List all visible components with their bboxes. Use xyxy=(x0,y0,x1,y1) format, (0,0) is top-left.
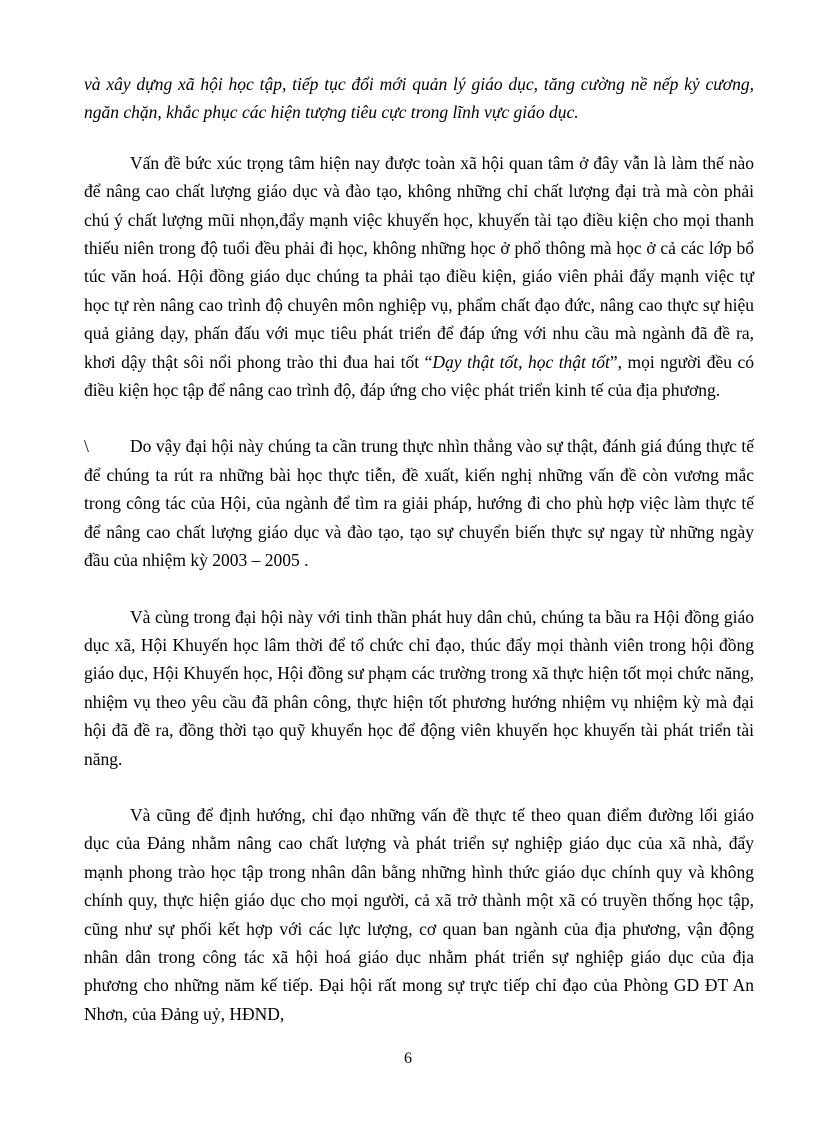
paragraph-2-mark: \ xyxy=(84,436,89,457)
paragraph-2 xyxy=(84,432,754,574)
page-number: 6 xyxy=(404,1050,412,1067)
paragraph-1 xyxy=(84,149,754,405)
slogan-quote: Dạy thật tốt, học thật tốt xyxy=(432,351,610,372)
paragraph-1-text: Vấn đề bức xúc trọng tâm hiện nay được toàn xã hội quan tâm ở đây vẫn là làm thế nào để nâng cao chất lượng giáo dục và đào tạo, không những chỉ chất lượng đại trà mà còn phải chú ý chất lượng mũi nhọn,đẩy mạnh việc khuyến học, khuyến tài tạo điều kiện cho mọi thanh thiếu niên trong độ tuổi đều phải đi học, không những học ở phổ thông mà học ở cả các lớp bổ túc văn hoá. Hội đồng giáo dục chúng ta phải tạo điều kiện, giáo viên phải đẩy mạnh việc tự học tự rèn nâng cao trình độ chuyên môn nghiệp vụ, phẩm chất đạo đức, nâng cao thực sự hiệu quả giảng dạy, phấn đấu với mục tiêu phát triển để đáp ứng với nhu cầu mà ngành đã đề ra, khơi dậy thật sôi nổi phong trào thi đua hai tốt “ xyxy=(84,152,754,372)
paragraph-1-text-end: ”, mọi người đều có điều kiện học tập để nâng cao trình độ, đáp ứng cho việc phát triển kinh tế của địa phương. xyxy=(84,351,754,401)
intro-paragraph: và xây dựng xã hội học tập, tiếp tục đổi mới quản lý giáo dục, tăng cường nề nếp kỷ cương, ngăn chặn, khắc phục các hiện tượng tiêu cực trong lĩnh vực giáo dục. xyxy=(84,74,754,123)
paragraph-4: Và cũng để định hướng, chỉ đạo những vấn đề thực tế theo quan điểm đường lối giáo dục của Đảng nhằm nâng cao chất lượng và phát triển sự nghiệp giáo dục của xã nhà, đẩy mạnh phong trào học tập trong nhân dân bằng những hình thức giáo dục chính quy và không chính quy, thực hiện giáo dục cho mọi người, cả xã trở thành một xã có truyền thống học tập, cũng như sự phối kết hợp với các lực lượng, cơ quan ban ngành của địa phương, vận động nhân dân trong công tác xã hội hoá giáo dục nhằm phát triển sự nghiệp giáo dục của địa phương cho những năm kế tiếp. Đại hội rất mong sự trực tiếp chỉ đạo của Phòng GD ĐT An Nhơn, của Đảng uỷ, HĐND, xyxy=(84,804,754,1024)
paragraph-3: Và cùng trong đại hội này với tinh thần phát huy dân chủ, chúng ta bầu ra Hội đồng giáo dục xã, Hội Khuyến học lâm thời để tổ chức chỉ đạo, thúc đẩy mọi thành viên trong hội đồng giáo dục, Hội Khuyến học, Hội đồng sư phạm các trường trong xã thực hiện tốt mọi chức năng, nhiệm vụ theo yêu cầu đã phân công, thực hiện tốt phương hướng nhiệm vụ nhiệm kỳ mà đại hội đã đề ra, đồng thời tạo quỹ khuyến học để động viên khuyến học khuyến tài phát triển tài năng. xyxy=(84,606,754,769)
paragraph-2-text: Do vậy đại hội này chúng ta cần trung thực nhìn thẳng vào sự thật, đánh giá đúng thực tế để chúng ta rút ra những bài học thực tiễn, đề xuất, kiến nghị những vấn đề còn vương mắc trong công tác của Hội, của ngành để tìm ra giải pháp, hướng đi cho phù hợp việc làm thực tế để nâng cao chất lượng giáo dục và đào tạo, tạo sự chuyển biến thực sự ngay từ những ngày đầu của nhiệm kỳ 2003 – 2005 . xyxy=(84,436,754,571)
document-page xyxy=(84,70,754,1028)
